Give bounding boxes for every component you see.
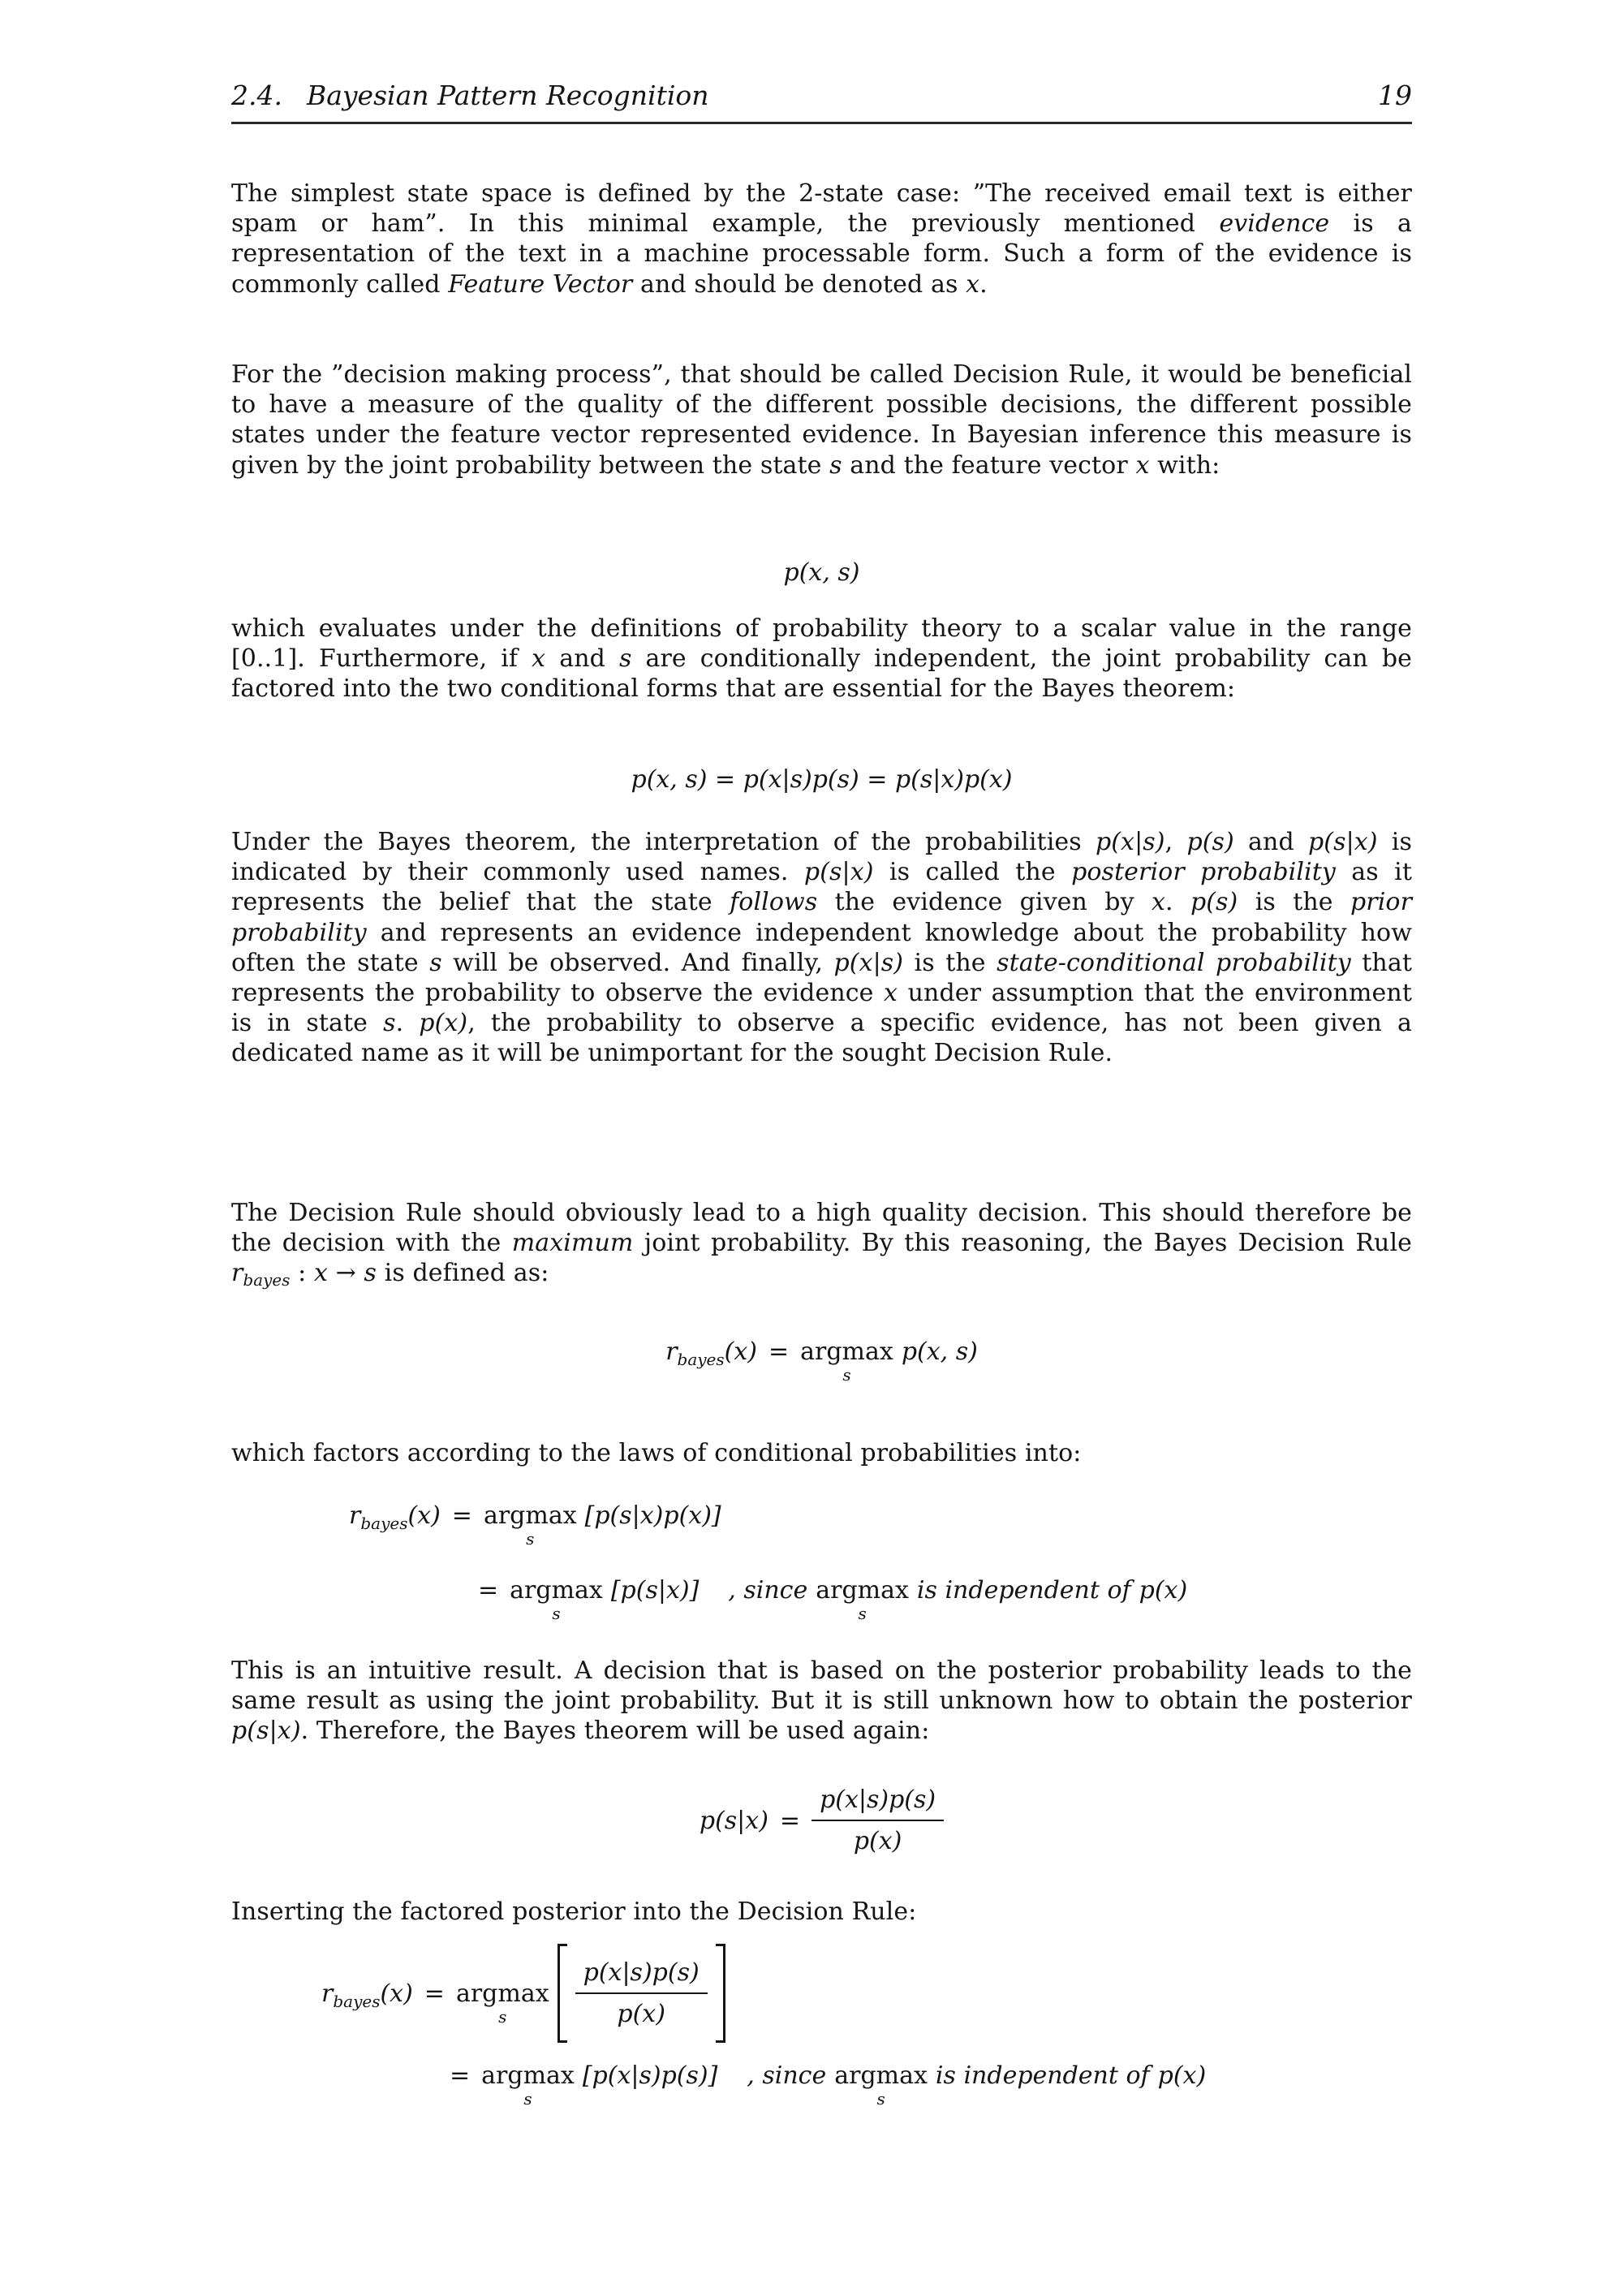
text-segment: under assumption that the environment is in state [231,979,1412,1038]
paragraph-intuitive-result [231,1656,1412,1747]
text-segment: . [979,269,988,299]
equation-rule-factored-line2 [475,1576,1188,1623]
note-math: p(x) [1139,1576,1188,1605]
paragraph-factors-into [231,1438,1412,1468]
argmax-subscript: s [858,1604,867,1623]
text-segment-m: x [313,1259,328,1288]
paragraph-probability-range [231,614,1412,704]
equation-final-line1 [321,1944,725,2043]
text-segment-m: x [884,979,898,1008]
argmax-label: argmax [455,1979,549,2008]
text-segment-m: p(s|x) [231,1717,301,1746]
text-segment: The simplest state space is defined by the 2-state case: ”The received email text is either spam or ham”. In this minimal example, the previously mentioned [231,179,1412,239]
text-segment-m: p(x) [419,1009,468,1038]
left-bracket [558,1944,567,2043]
eq-rhs: [p(x|s)p(s)] [582,2061,718,2090]
lhs-base: r [665,1338,678,1366]
equals-sign: = [424,1979,445,2008]
text-segment-sub: bayes [243,1271,291,1290]
text-segment-m: x [532,644,546,674]
text-segment-m: s [429,948,442,977]
argmax-subscript: s [498,2006,507,2027]
eq-rhs: [p(s|x)] [610,1576,700,1605]
text-segment-i: state-conditional probability [997,948,1351,977]
fraction [575,1958,708,2028]
lhs-subscript: bayes [360,1514,408,1533]
text-segment-m: p(x|s) [1095,828,1165,856]
text-segment: is the [1238,888,1350,917]
argmax-label: argmax [834,2061,928,2090]
text-segment: . Therefore, the Bayes theorem will be used again: [300,1717,930,1746]
text-segment-m: s [829,450,842,480]
lhs-base: r [349,1501,361,1530]
text-segment: and the feature vector [842,450,1136,480]
equals-sign: = [450,2061,471,2090]
text-segment: , [1165,828,1187,856]
text-segment-m: p(x|s) [833,948,904,977]
text-segment-m: p(s) [1190,888,1238,917]
argmax-label: argmax [481,2061,575,2090]
text-segment: This is an intuitive result. A decision that is based on the posterior probability leads to the same result as using the joint probability. But it is still unknown how to obtain the posterior [231,1656,1412,1716]
paragraph-state-space [231,179,1412,299]
lhs-args: (x) [407,1501,441,1530]
text-segment: the evidence given by [817,888,1152,917]
joint-probability-expression: p(x, s) [783,558,860,587]
equals-sign: = [451,1501,472,1530]
argmax-operator [800,1338,893,1385]
text-segment: are conditionally independent, the joint probability can be factored into the two conditional forms that are essential for the Bayes theorem: [231,644,1412,704]
factored-joint-expression: p(x, s) = p(x|s)p(s) = p(s|x)p(x) [631,765,1013,794]
text-segment: is the [903,948,997,977]
text-segment-m: s [364,1259,377,1288]
note-tail: is independent of [916,1576,1131,1605]
equation-rule-factored-line1 [349,1501,721,1549]
text-segment: Inserting the factored posterior into the Decision Rule: [231,1898,917,1926]
argmax-operator [483,1501,577,1549]
text-segment: , the probability to observe a specific evidence, has not been given a dedicated name as it will be unimportant for the sought Decision Rule. [231,1009,1412,1068]
paragraph-inserting-posterior [231,1897,1412,1927]
text-segment-m: r [231,1259,243,1288]
fraction-denominator: p(x) [812,1820,944,1855]
header-rule [231,122,1412,124]
text-segment: and [545,644,619,674]
argmax-operator [834,2061,928,2109]
equals-sign: = [768,1338,790,1366]
note-math: p(x) [1157,2061,1207,2090]
lhs-args: (x) [724,1338,757,1366]
text-segment-i: follows [730,888,818,917]
argmax-label: argmax [800,1338,893,1366]
equals-sign: = [779,1806,801,1835]
text-segment: is called the [873,858,1072,887]
text-segment: . [395,1009,420,1038]
eq-rhs: [p(s|x)p(x)] [584,1501,721,1530]
page-content [231,0,1412,2296]
argmax-label: argmax [483,1501,577,1530]
paragraph-decision-quality [231,1198,1412,1296]
argmax-operator [455,1979,549,2027]
text-segment-i: evidence [1219,209,1330,239]
text-segment-m: s [383,1009,396,1038]
eq-lhs: p(s|x) [699,1806,768,1835]
note-tail: is independent of [935,2061,1150,2090]
text-segment: with: [1149,450,1220,480]
argmax-subscript: s [842,1365,851,1385]
lhs-args: (x) [380,1979,413,2008]
section-number: 2.4. [231,80,282,111]
equation-joint-probability [231,558,1412,587]
paragraph-probability-names [231,827,1412,1069]
text-segment: Under the Bayes theorem, the interpretation of the probabilities [231,828,1096,856]
lhs-subscript: bayes [677,1350,725,1369]
eq-rhs: p(x, s) [901,1338,978,1366]
page-header [231,80,1412,111]
eq-lhs [665,1338,757,1369]
text-segment: that represents the probability to observe the evidence [231,948,1412,1008]
text-segment-m: p(s) [1186,828,1234,856]
eq-lhs [321,1979,413,2011]
text-segment: as it represents the belief that the state [231,858,1412,917]
text-segment: will be observed. And finally, [441,948,834,977]
page-number: 19 [1378,80,1412,111]
equation-bayes-theorem [231,1786,1412,1855]
equals-sign: = [478,1576,499,1605]
equation-note [728,1576,1188,1623]
text-segment: The Decision Rule should obviously lead to a high quality decision. This should therefore be the decision with the [231,1199,1412,1258]
argmax-subscript: s [552,1604,561,1623]
text-segment-i: posterior probability [1071,858,1336,887]
text-segment: is indicated by their commonly used names. [231,828,1412,887]
text-segment-m: x [1135,450,1150,480]
text-segment-m: p(s|x) [1307,828,1378,856]
fraction-numerator: p(x|s)p(s) [820,1786,936,1814]
equation-note [747,2061,1207,2109]
text-segment: is defined as: [376,1259,549,1288]
text-segment: which factors according to the laws of conditional probabilities into: [231,1439,1082,1467]
text-segment: . [1165,888,1190,917]
lhs-base: r [321,1979,334,2008]
paragraph-decision-rule-intro [231,360,1412,480]
lhs-subscript: bayes [333,1991,381,2011]
fraction-denominator: p(x) [575,1992,708,2028]
text-segment-m: x [966,269,980,299]
text-segment-m: p(s|x) [803,858,874,887]
equation-factored-joint [231,765,1412,794]
argmax-subscript: s [526,1529,535,1549]
text-segment-i: maximum [511,1229,634,1258]
argmax-subscript: s [876,2089,885,2109]
fraction [812,1786,944,1855]
text-segment-m: x [1151,888,1165,917]
text-segment-i: prior probability [231,888,1413,947]
note-since: , since [747,2061,827,2090]
argmax-subscript: s [523,2089,532,2109]
note-since: , since [728,1576,808,1605]
text-segment: For the ”decision making process”, that should be called Decision Rule, it would be beneficial to have a measure of the quality of the different possible decisions, the different possible states under the feature vector represented evidence. In Bayesian inference this measure is given by the joint probability between the state [231,360,1412,480]
text-segment: is a representation of the text in a machine processable form. Such a form of the evidence is commonly called [231,209,1413,299]
text-segment: : [290,1259,314,1288]
text-segment: and represents an evidence independent knowledge about the probability how often the state [231,918,1412,977]
text-segment: and should be denoted as [632,269,966,299]
argmax-operator [510,1576,603,1623]
right-bracket [716,1944,725,2043]
argmax-operator [816,1576,909,1623]
argmax-operator [481,2061,575,2109]
text-segment: → [327,1259,364,1288]
text-segment-m: s [618,644,632,674]
header-section-title [231,80,709,111]
eq-lhs [349,1501,441,1533]
equation-final-line2 [446,2061,1207,2109]
text-segment-i: Feature Vector [448,269,633,299]
text-segment: joint probability. By this reasoning, the Bayes Decision Rule [633,1229,1412,1258]
fraction-numerator: p(x|s)p(s) [583,1958,700,1987]
text-segment: which evaluates under the definitions of probability theory to a scalar value in the range [0..1]. Furthermore, if [231,614,1412,674]
section-title: Bayesian Pattern Recognition [306,80,709,111]
equation-bayes-decision-rule [231,1338,1412,1385]
argmax-label: argmax [816,1576,909,1605]
argmax-label: argmax [510,1576,603,1605]
text-segment: and [1233,828,1308,856]
